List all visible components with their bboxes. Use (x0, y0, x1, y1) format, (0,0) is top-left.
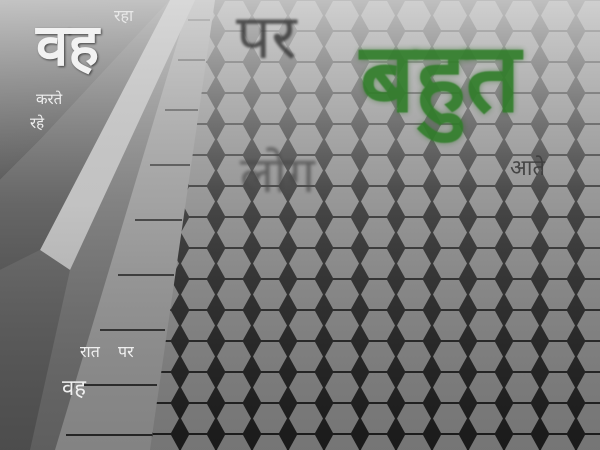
overlay-word-karte: करते (36, 90, 63, 108)
overlay-word-raha: रहा (114, 6, 134, 25)
overlay-word-par-small: पर (118, 342, 134, 361)
overlay-word-aate: आते (510, 156, 546, 181)
overlay-word-par-top: पर (236, 0, 297, 73)
overlay-word-log: लोग (240, 146, 315, 204)
overlay-word-rahe: रहे (30, 114, 45, 132)
overlay-word-raat: रात (80, 342, 100, 361)
overlay-word-bahut: बहुत (360, 22, 521, 134)
overlay-word-vah-small: वह (62, 376, 86, 401)
overlay-word-vah: वह (36, 11, 100, 79)
